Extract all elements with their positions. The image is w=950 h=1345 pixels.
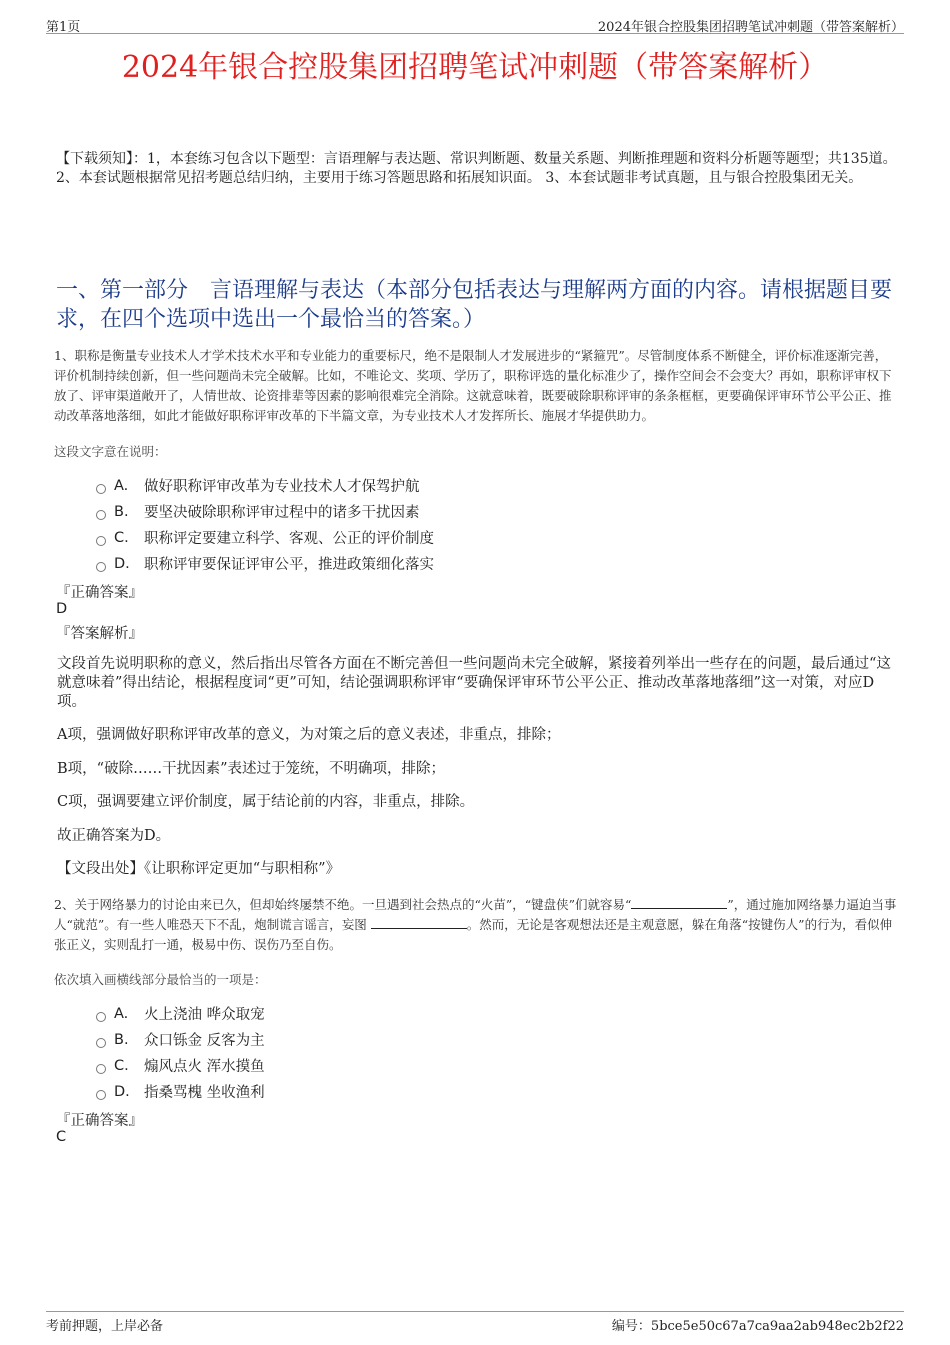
option-letter: A. — [114, 477, 129, 494]
option-b[interactable] — [96, 501, 420, 522]
option-d[interactable] — [96, 1081, 265, 1102]
option-letter: B. — [114, 503, 129, 520]
option-d[interactable] — [96, 553, 434, 574]
radio-icon[interactable] — [96, 1090, 106, 1100]
q2-text-part: 2、关于网络暴力的讨论由来已久，但却始终屡禁不绝。一旦遇到社会热点的“火苗”，“键盘侠”们就容易“ — [54, 897, 632, 912]
fill-blank — [631, 897, 727, 909]
answer-label: 『正确答案』 — [56, 585, 143, 601]
radio-icon[interactable] — [96, 510, 106, 520]
answer-value: C — [56, 1129, 67, 1145]
section-heading: 一、第一部分 言语理解与表达（本部分包括表达与理解两方面的内容。请根据题目要求，在四个选项中选出一个最恰当的答案。） — [56, 278, 893, 332]
option-a[interactable] — [96, 475, 420, 496]
page-title: 2024年银合控股集团招聘笔试冲刺题（带答案解析） — [121, 50, 829, 85]
option-text: 指桑骂槐 坐收渔利 — [144, 1085, 265, 1101]
footer-slogan: 考前押题，上岸必备 — [46, 1319, 164, 1334]
radio-icon[interactable] — [96, 562, 106, 572]
analysis-paragraph: A项，强调做好职称评审改革的意义，为对策之后的意义表述，非重点，排除； — [57, 727, 561, 743]
analysis-label: 『答案解析』 — [56, 626, 143, 642]
analysis-paragraph: 故正确答案为D。 — [57, 828, 171, 844]
option-letter: D. — [114, 1083, 130, 1100]
analysis-paragraph: C项，强调要建立评价制度，属于结论前的内容，非重点，排除。 — [57, 794, 475, 810]
option-text: 做好职称评审改革为专业技术人才保驾护航 — [144, 479, 420, 495]
passage-source: 【文段出处】《让职称评定更加“与职相称”》 — [57, 861, 341, 877]
option-text: 职称评审要保证评审公平，推进政策细化落实 — [144, 557, 434, 573]
page-number: 第1页 — [46, 20, 81, 35]
radio-icon[interactable] — [96, 536, 106, 546]
radio-icon[interactable] — [96, 484, 106, 494]
question-2-text — [54, 895, 899, 955]
option-text: 众口铄金 反客为主 — [144, 1033, 265, 1049]
option-letter: B. — [114, 1031, 129, 1048]
q2-text-part: ”，通过施加网络暴力逼迫当事人“就范”。有一些人唯恐天下不乱，炮制谎言谣言，妄图 — [54, 897, 897, 932]
option-letter: A. — [114, 1005, 129, 1022]
option-c[interactable] — [96, 527, 434, 548]
option-letter: C. — [114, 1057, 129, 1074]
question-1-text: 1、职称是衡量专业技术人才学术技术水平和专业能力的重要标尺，绝不是限制人才发展进步的“紧箍咒”。尽管制度体系不断健全，评价标准逐渐完善，评价机制持续创新，但一些问题尚未完全破解。比如，不唯论文、奖项、学历了，职称评选的量化标准少了，操作空间会不会变大？再如，职称评审权下放了、评审渠道敞开了，人情世故、论资排辈等因素的影响很难完全消除。这就意味着，既要破除职称评审的条条框框，更要确保评审环节公平公正、推动改革落地落细，如此才能做好职称评审改革的下半篇文章，为专业技术人才发挥所长、施展才华提供助力。 — [54, 348, 892, 423]
q2-text-part: 。然而，无论是客观想法还是主观意愿，躲在角落“按键伤人”的行为，看似伸张正义，实则乱打一通，极易中伤、误伤乃至自伤。 — [54, 917, 893, 952]
answer-value: D — [56, 601, 68, 617]
analysis-paragraph: B项，“破除……干扰因素”表述过于笼统，不明确项，排除； — [57, 761, 445, 777]
option-a[interactable] — [96, 1003, 265, 1024]
option-c[interactable] — [96, 1055, 265, 1076]
option-letter: C. — [114, 529, 129, 546]
option-letter: D. — [114, 555, 130, 572]
answer-label: 『正确答案』 — [56, 1113, 143, 1129]
radio-icon[interactable] — [96, 1064, 106, 1074]
radio-icon[interactable] — [96, 1012, 106, 1022]
option-b[interactable] — [96, 1029, 265, 1050]
question-1-prompt: 这段文字意在说明： — [54, 444, 167, 459]
option-text: 要坚决破除职称评审过程中的诸多干扰因素 — [144, 505, 420, 521]
document-id: 编号：5bce5e50c67a7ca9aa2ab948ec2b2f22 — [611, 1319, 904, 1334]
radio-icon[interactable] — [96, 1038, 106, 1048]
page-footer — [46, 1311, 904, 1334]
analysis-paragraph: 文段首先说明职称的意义，然后指出尽管各方面在不断完善但一些问题尚未完全破解，紧接着列举出一些存在的问题，最后通过“这就意味着”得出结论，根据程度词“更”可知，结论强调职称评审“要确保评审环节公平公正、推动改革落地落细”这一对策，对应D项。 — [57, 656, 891, 710]
fill-blank — [371, 917, 467, 929]
option-text: 职称评定要建立科学、客观、公正的评价制度 — [144, 531, 434, 547]
option-text: 煽风点火 浑水摸鱼 — [144, 1059, 265, 1075]
option-text: 火上浇油 哗众取宠 — [144, 1007, 265, 1023]
download-notice: 【下载须知】：1，本套练习包含以下题型：言语理解与表达题、常识判断题、数量关系题、判断推理题和资料分析题等题型；共135道。 2、本套试题根据常见招考题总结归纳，主要用于练习答题思路和拓展知识面。 3、本套试题非考试真题，且与银合控股集团无关。 — [56, 151, 897, 186]
page-header — [46, 14, 904, 34]
question-2-prompt: 依次填入画横线部分最恰当的一项是： — [54, 972, 267, 987]
header-doc-title: 2024年银合控股集团招聘笔试冲刺题（带答案解析） — [597, 20, 904, 35]
